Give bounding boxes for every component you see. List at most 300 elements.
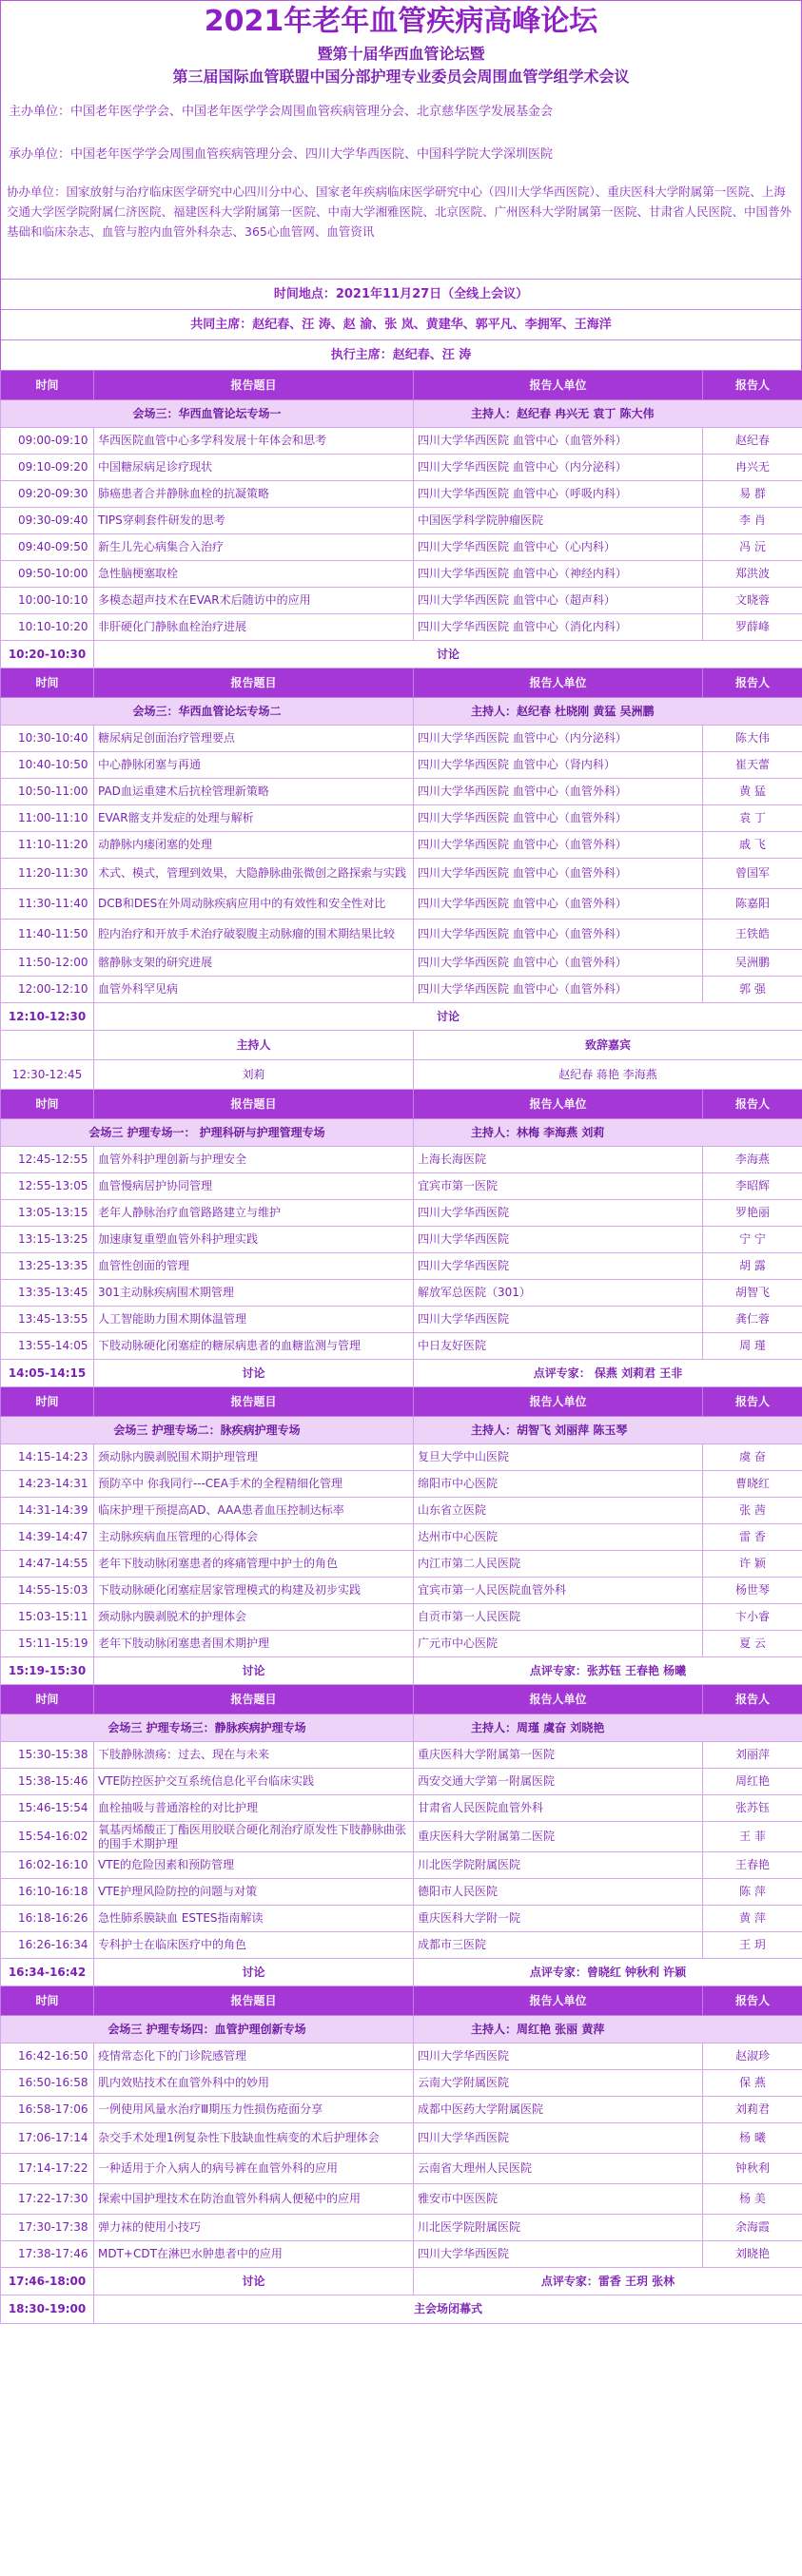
unit-cell: 成都中医药大学附属医院 bbox=[414, 2097, 703, 2123]
table-row bbox=[1, 1769, 802, 1795]
table-row bbox=[1, 1471, 802, 1498]
speaker-cell: 曾国军 bbox=[703, 859, 802, 889]
session-title: 会场三 护理专场二：脉疾病护理专场 bbox=[1, 1417, 414, 1444]
time-cell: 16:34-16:42 bbox=[1, 1959, 94, 1986]
speaker-cell: 曹晓红 bbox=[703, 1471, 802, 1498]
table-row bbox=[1, 1253, 802, 1280]
col-time-header: 时间 bbox=[1, 1090, 94, 1119]
time-cell: 16:18-16:26 bbox=[1, 1906, 94, 1932]
speaker-cell: 赵淑珍 bbox=[703, 2043, 802, 2070]
reviewers: 点评专家：雷香 王玥 张林 bbox=[414, 2268, 802, 2295]
unit-cell: 四川大学华西医院 bbox=[414, 1307, 703, 1333]
topic-cell: 急性肺系膜缺血 ESTES指南解读 bbox=[94, 1906, 414, 1932]
speaker-cell: 雷 香 bbox=[703, 1524, 802, 1551]
time-cell: 15:19-15:30 bbox=[1, 1657, 94, 1685]
col-topic-header: 报告题目 bbox=[94, 1387, 414, 1417]
reviewers: 点评专家：张苏钰 王春艳 杨曦 bbox=[414, 1657, 802, 1685]
unit-cell: 广元市中心医院 bbox=[414, 1631, 703, 1657]
table-row bbox=[1, 1932, 802, 1959]
topic-cell: 探索中国护理技术在防治血管外科病人便秘中的应用 bbox=[94, 2184, 414, 2215]
table-row bbox=[1, 779, 802, 805]
host-name: 刘莉 bbox=[94, 1060, 414, 1090]
time-cell: 17:38-17:46 bbox=[1, 2241, 94, 2268]
speaker-cell: 刘丽萍 bbox=[703, 1742, 802, 1769]
discussion-row bbox=[1, 1959, 802, 1986]
time-cell: 14:39-14:47 bbox=[1, 1524, 94, 1551]
table-row bbox=[1, 561, 802, 588]
column-header-row bbox=[1, 371, 802, 400]
speaker-cell: 郑洪波 bbox=[703, 561, 802, 588]
unit-cell: 四川大学华西医院 血管中心（超声科） bbox=[414, 588, 703, 614]
unit-cell: 重庆医科大学附一院 bbox=[414, 1906, 703, 1932]
speaker-cell: 陈嘉阳 bbox=[703, 889, 802, 920]
table-row bbox=[1, 455, 802, 481]
table-row bbox=[1, 1879, 802, 1906]
topic-cell: VTE的危险因素和预防管理 bbox=[94, 1852, 414, 1879]
col-unit-header: 报告人单位 bbox=[414, 1387, 703, 1417]
col-speaker-header: 报告人 bbox=[703, 1090, 802, 1119]
session-title: 会场三 护理专场四：血管护理创新专场 bbox=[1, 2016, 414, 2043]
topic-cell: 人工智能助力围术期体温管理 bbox=[94, 1307, 414, 1333]
guest-names: 赵纪春 蒋艳 李海燕 bbox=[414, 1060, 802, 1090]
subtitle-line-2: 第三届国际血管联盟中国分部护理专业委员会周围血管学组学术会议 bbox=[172, 68, 630, 86]
table-row bbox=[1, 2123, 802, 2154]
topic-cell: 预防卒中 你我同行---CEA手术的全程精细化管理 bbox=[94, 1471, 414, 1498]
session-header bbox=[1, 400, 802, 428]
time-cell: 17:06-17:14 bbox=[1, 2123, 94, 2154]
col-speaker-header: 报告人 bbox=[703, 668, 802, 698]
unit-cell: 云南省大理州人民医院 bbox=[414, 2154, 703, 2184]
unit-cell: 四川大学华西医院 血管中心（内分泌科） bbox=[414, 455, 703, 481]
time-cell: 13:15-13:25 bbox=[1, 1227, 94, 1253]
blank-cell bbox=[1, 1031, 94, 1060]
time-cell: 10:10-10:20 bbox=[1, 614, 94, 641]
speaker-cell: 王铁皓 bbox=[703, 920, 802, 950]
topic-cell: 下肢动脉硬化闭塞症的糖尿病患者的血糖监测与管理 bbox=[94, 1333, 414, 1360]
session-hosts: 主持人：周红艳 张丽 黄萍 bbox=[414, 2016, 802, 2043]
time-cell: 13:35-13:45 bbox=[1, 1280, 94, 1307]
unit-cell: 四川大学华西医院 血管中心（神经内科） bbox=[414, 561, 703, 588]
speaker-cell: 胡 露 bbox=[703, 1253, 802, 1280]
time-cell: 09:20-09:30 bbox=[1, 481, 94, 508]
time-cell: 10:40-10:50 bbox=[1, 752, 94, 779]
topic-cell: 急性脑梗塞取栓 bbox=[94, 561, 414, 588]
col-topic-header: 报告题目 bbox=[94, 1685, 414, 1714]
topic-cell: 术式、模式，管理到效果，大隐静脉曲张微创之路探索与实践 bbox=[94, 859, 414, 889]
session-hosts: 主持人：周瑾 虞奋 刘晓艳 bbox=[414, 1714, 802, 1742]
unit-cell: 重庆医科大学附属第二医院 bbox=[414, 1822, 703, 1852]
time-cell: 16:58-17:06 bbox=[1, 2097, 94, 2123]
speaker-cell: 余海霞 bbox=[703, 2215, 802, 2241]
speaker-cell: 王 玥 bbox=[703, 1932, 802, 1959]
table-row bbox=[1, 1742, 802, 1769]
speaker-cell: 李海燕 bbox=[703, 1147, 802, 1173]
col-speaker-header: 报告人 bbox=[703, 1685, 802, 1714]
session-header bbox=[1, 1714, 802, 1742]
session-title: 会场三 护理专场一： 护理科研与护理管理专场 bbox=[1, 1119, 414, 1147]
time-cell: 14:47-14:55 bbox=[1, 1551, 94, 1578]
topic-cell: 氧基丙烯酸正丁酯医用胶联合硬化剂治疗原发性下肢静脉曲张的围手术期护理 bbox=[94, 1822, 414, 1852]
topic-cell: 下肢静脉溃疡：过去、现在与未来 bbox=[94, 1742, 414, 1769]
unit-cell: 四川大学华西医院 血管中心（内分泌科） bbox=[414, 726, 703, 752]
speaker-cell: 许 颖 bbox=[703, 1551, 802, 1578]
topic-cell: 老年下肢动脉闭塞患者的疼痛管理中护士的角色 bbox=[94, 1551, 414, 1578]
speaker-cell: 易 群 bbox=[703, 481, 802, 508]
discussion-label: 讨论 bbox=[94, 2268, 414, 2295]
time-cell: 14:05-14:15 bbox=[1, 1360, 94, 1387]
speaker-cell: 赵纪春 bbox=[703, 428, 802, 455]
col-time-header: 时间 bbox=[1, 1387, 94, 1417]
speaker-cell: 张苏钰 bbox=[703, 1795, 802, 1822]
time-cell: 11:00-11:10 bbox=[1, 805, 94, 832]
topic-cell: PAD血运重建术后抗栓管理新策略 bbox=[94, 779, 414, 805]
unit-cell: 四川大学华西医院 bbox=[414, 1227, 703, 1253]
topic-cell: 腔内治疗和开放手术治疗破裂腹主动脉瘤的围术期结果比较 bbox=[94, 920, 414, 950]
table-row bbox=[1, 614, 802, 641]
table-row bbox=[1, 1822, 802, 1852]
speaker-cell: 杨 美 bbox=[703, 2184, 802, 2215]
discussion-row bbox=[1, 1360, 802, 1387]
col-speaker-header: 报告人 bbox=[703, 1986, 802, 2016]
table-row bbox=[1, 752, 802, 779]
topic-cell: 老年人静脉治疗血管路路建立与维护 bbox=[94, 1200, 414, 1227]
discussion-label: 讨论 bbox=[94, 641, 802, 668]
col-unit-header: 报告人单位 bbox=[414, 668, 703, 698]
time-cell: 10:50-11:00 bbox=[1, 779, 94, 805]
table-row bbox=[1, 920, 802, 950]
session-title: 会场三：华西血管论坛专场二 bbox=[1, 698, 414, 726]
speaker-cell: 王春艳 bbox=[703, 1852, 802, 1879]
time-cell: 18:30-19:00 bbox=[1, 2295, 94, 2324]
unit-cell: 四川大学华西医院 bbox=[414, 2043, 703, 2070]
speaker-cell: 杨世琴 bbox=[703, 1578, 802, 1604]
topic-cell: 颈动脉内膜剥脱围术期护理管理 bbox=[94, 1444, 414, 1471]
time-cell: 13:05-13:15 bbox=[1, 1200, 94, 1227]
column-header-row bbox=[1, 1986, 802, 2016]
unit-cell: 解放军总医院（301） bbox=[414, 1280, 703, 1307]
topic-cell: 主动脉疾病血压管理的心得体会 bbox=[94, 1524, 414, 1551]
time-cell: 12:00-12:10 bbox=[1, 977, 94, 1003]
time-cell: 17:22-17:30 bbox=[1, 2184, 94, 2215]
speaker-cell: 陈 萍 bbox=[703, 1879, 802, 1906]
time-cell: 17:30-17:38 bbox=[1, 2215, 94, 2241]
time-cell: 15:11-15:19 bbox=[1, 1631, 94, 1657]
table-row bbox=[1, 726, 802, 752]
discussion-row bbox=[1, 641, 802, 668]
table-row bbox=[1, 1906, 802, 1932]
co-organizer-units: 协办单位：国家放射与治疗临床医学研究中心四川分中心、国家老年疾病临床医学研究中心（四川大学华西医院）、重庆医科大学附属第一医院、上海交通大学医学院附属仁济医院、福建医科大学附属第一医院、中南大学湘雅医院、北京医院、广州医科大学附属第一医院、甘肃省人民医院、中国普外基础和临床杂志、血管与腔内血管外科杂志、365心血管网、血管资讯 bbox=[7, 184, 792, 239]
table-row bbox=[1, 1173, 802, 1200]
time-cell: 16:10-16:18 bbox=[1, 1879, 94, 1906]
agenda-header bbox=[0, 0, 802, 370]
unit-cell: 山东省立医院 bbox=[414, 1498, 703, 1524]
co-chairs: 共同主席：赵纪春、汪 涛、赵 渝、张 岚、黄建华、郭平凡、李拥军、王海洋 bbox=[1, 309, 801, 339]
table-row bbox=[1, 1795, 802, 1822]
topic-cell: 糖尿病足创面治疗管理要点 bbox=[94, 726, 414, 752]
speaker-cell: 陈大伟 bbox=[703, 726, 802, 752]
executive-chairs: 执行主席：赵纪春、汪 涛 bbox=[1, 339, 801, 370]
table-row bbox=[1, 534, 802, 561]
unit-cell: 内江市第二人民医院 bbox=[414, 1551, 703, 1578]
unit-cell: 宜宾市第一人民医院血管外科 bbox=[414, 1578, 703, 1604]
time-cell: 16:02-16:10 bbox=[1, 1852, 94, 1879]
topic-cell: 新生儿先心病集合入治疗 bbox=[94, 534, 414, 561]
col-speaker-header: 报告人 bbox=[703, 1387, 802, 1417]
time-cell: 15:54-16:02 bbox=[1, 1822, 94, 1852]
table-row bbox=[1, 2184, 802, 2215]
table-row bbox=[1, 481, 802, 508]
time-cell: 13:45-13:55 bbox=[1, 1307, 94, 1333]
time-cell: 11:10-11:20 bbox=[1, 832, 94, 859]
topic-cell: 专科护士在临床医疗中的角色 bbox=[94, 1932, 414, 1959]
time-cell: 16:50-16:58 bbox=[1, 2070, 94, 2097]
agenda-table bbox=[0, 370, 802, 2324]
time-cell: 14:15-14:23 bbox=[1, 1444, 94, 1471]
unit-cell: 四川大学华西医院 血管中心（消化内科） bbox=[414, 614, 703, 641]
unit-cell: 四川大学华西医院 血管中心（血管外科） bbox=[414, 920, 703, 950]
topic-cell: 一例使用风量水治疗Ⅲ期压力性损伤疮面分享 bbox=[94, 2097, 414, 2123]
topic-cell: 中心静脉闭塞与再通 bbox=[94, 752, 414, 779]
closing-row bbox=[1, 2295, 802, 2324]
unit-cell: 云南大学附属医院 bbox=[414, 2070, 703, 2097]
table-row bbox=[1, 2241, 802, 2268]
unit-cell: 成都市三医院 bbox=[414, 1932, 703, 1959]
topic-cell: 华西医院血管中心多学科发展十年体会和思考 bbox=[94, 428, 414, 455]
speaker-cell: 刘莉君 bbox=[703, 2097, 802, 2123]
column-header-row bbox=[1, 668, 802, 698]
topic-cell: 301主动脉疾病围术期管理 bbox=[94, 1280, 414, 1307]
speaker-cell: 吴洲鹏 bbox=[703, 950, 802, 977]
unit-cell: 绵阳市中心医院 bbox=[414, 1471, 703, 1498]
time-location: 时间地点：2021年11月27日（全线上会议） bbox=[1, 279, 801, 309]
time-cell: 11:40-11:50 bbox=[1, 920, 94, 950]
col-unit-header: 报告人单位 bbox=[414, 1685, 703, 1714]
topic-cell: 多模态超声技术在EVAR术后随访中的应用 bbox=[94, 588, 414, 614]
col-topic-header: 报告题目 bbox=[94, 371, 414, 400]
topic-cell: 肌内效贴技术在血管外科中的妙用 bbox=[94, 2070, 414, 2097]
speaker-cell: 李昭辉 bbox=[703, 1173, 802, 1200]
unit-cell: 川北医学院附属医院 bbox=[414, 2215, 703, 2241]
speaker-cell: 冯 沅 bbox=[703, 534, 802, 561]
col-unit-header: 报告人单位 bbox=[414, 371, 703, 400]
topic-cell: 杂交手术处理1例复杂性下肢缺血性病变的术后护理体会 bbox=[94, 2123, 414, 2154]
unit-cell: 四川大学华西医院 血管中心（血管外科） bbox=[414, 805, 703, 832]
table-row bbox=[1, 1524, 802, 1551]
opening-header-row bbox=[1, 1031, 802, 1060]
table-row bbox=[1, 428, 802, 455]
unit-cell: 四川大学华西医院 血管中心（血管外科） bbox=[414, 859, 703, 889]
table-row bbox=[1, 977, 802, 1003]
speaker-cell: 夏 云 bbox=[703, 1631, 802, 1657]
time-cell: 15:30-15:38 bbox=[1, 1742, 94, 1769]
time-cell: 09:40-09:50 bbox=[1, 534, 94, 561]
time-cell: 11:20-11:30 bbox=[1, 859, 94, 889]
col-topic-header: 报告题目 bbox=[94, 1090, 414, 1119]
topic-cell: 非肝硬化门静脉血栓治疗进展 bbox=[94, 614, 414, 641]
time-cell: 12:10-12:30 bbox=[1, 1003, 94, 1031]
unit-cell: 德阳市人民医院 bbox=[414, 1879, 703, 1906]
time-cell: 15:03-15:11 bbox=[1, 1604, 94, 1631]
time-cell: 12:55-13:05 bbox=[1, 1173, 94, 1200]
speaker-cell: 张 茜 bbox=[703, 1498, 802, 1524]
topic-cell: EVAR髂支并发症的处理与解析 bbox=[94, 805, 414, 832]
topic-cell: 血栓抽吸与普通溶栓的对比护理 bbox=[94, 1795, 414, 1822]
speaker-cell: 刘晓艳 bbox=[703, 2241, 802, 2268]
topic-cell: 血管外科罕见病 bbox=[94, 977, 414, 1003]
table-row bbox=[1, 1280, 802, 1307]
table-row bbox=[1, 889, 802, 920]
speaker-cell: 杨 曦 bbox=[703, 2123, 802, 2154]
unit-cell: 达州市中心医院 bbox=[414, 1524, 703, 1551]
col-unit-header: 报告人单位 bbox=[414, 1986, 703, 2016]
speaker-cell: 郭 强 bbox=[703, 977, 802, 1003]
unit-cell: 宜宾市第一医院 bbox=[414, 1173, 703, 1200]
topic-cell: 动静脉内瘘闭塞的处理 bbox=[94, 832, 414, 859]
session-header bbox=[1, 1417, 802, 1444]
opening-row bbox=[1, 1060, 802, 1090]
topic-cell: 血管外科护理创新与护理安全 bbox=[94, 1147, 414, 1173]
time-cell: 10:30-10:40 bbox=[1, 726, 94, 752]
table-row bbox=[1, 1444, 802, 1471]
guest-header: 致辞嘉宾 bbox=[414, 1031, 802, 1060]
speaker-cell: 龚仁蓉 bbox=[703, 1307, 802, 1333]
topic-cell: 弹力袜的使用小技巧 bbox=[94, 2215, 414, 2241]
column-header-row bbox=[1, 1685, 802, 1714]
unit-cell: 自贡市第一人民医院 bbox=[414, 1604, 703, 1631]
unit-cell: 四川大学华西医院 血管中心（血管外科） bbox=[414, 889, 703, 920]
topic-cell: VTE防控医护交互系统信息化平台临床实践 bbox=[94, 1769, 414, 1795]
time-cell: 12:45-12:55 bbox=[1, 1147, 94, 1173]
table-row bbox=[1, 1147, 802, 1173]
topic-cell: 疫情常态化下的门诊院感管理 bbox=[94, 2043, 414, 2070]
col-unit-header: 报告人单位 bbox=[414, 1090, 703, 1119]
unit-cell: 甘肃省人民医院血管外科 bbox=[414, 1795, 703, 1822]
time-cell: 09:00-09:10 bbox=[1, 428, 94, 455]
session-hosts: 主持人：赵纪春 冉兴无 袁丁 陈大伟 bbox=[414, 400, 802, 428]
table-row bbox=[1, 1498, 802, 1524]
discussion-label: 讨论 bbox=[94, 1959, 414, 1986]
topic-cell: DCB和DES在外周动脉疾病应用中的有效性和安全性对比 bbox=[94, 889, 414, 920]
col-time-header: 时间 bbox=[1, 1685, 94, 1714]
reviewers: 点评专家：曾晓红 钟秋利 许颖 bbox=[414, 1959, 802, 1986]
session-title: 会场三 护理专场三：静脉疾病护理专场 bbox=[1, 1714, 414, 1742]
speaker-cell: 罗艳丽 bbox=[703, 1200, 802, 1227]
time-cell: 14:23-14:31 bbox=[1, 1471, 94, 1498]
unit-cell: 四川大学华西医院 血管中心（肾内科） bbox=[414, 752, 703, 779]
organizer-units: 承办单位：中国老年医学学会周围血管疾病管理分会、四川大学华西医院、中国科学院大学深圳医院 bbox=[9, 147, 554, 162]
host-units: 主办单位：中国老年医学学会、中国老年医学学会周围血管疾病管理分会、北京慈华医学发展基金会 bbox=[9, 105, 554, 119]
time-cell: 12:30-12:45 bbox=[1, 1060, 94, 1090]
topic-cell: 中国糖尿病足诊疗现状 bbox=[94, 455, 414, 481]
subtitle-line-1: 暨第十届华西血管论坛暨 bbox=[317, 45, 485, 63]
session-header bbox=[1, 698, 802, 726]
table-row bbox=[1, 588, 802, 614]
table-row bbox=[1, 2215, 802, 2241]
table-row bbox=[1, 1307, 802, 1333]
time-cell: 09:30-09:40 bbox=[1, 508, 94, 534]
unit-cell: 重庆医科大学附属第一医院 bbox=[414, 1742, 703, 1769]
topic-cell: 髂静脉支架的研究进展 bbox=[94, 950, 414, 977]
topic-cell: VTE护理风险防控的问题与对策 bbox=[94, 1879, 414, 1906]
unit-cell: 四川大学华西医院 血管中心（呼吸内科） bbox=[414, 481, 703, 508]
time-cell: 11:30-11:40 bbox=[1, 889, 94, 920]
speaker-cell: 冉兴无 bbox=[703, 455, 802, 481]
topic-cell: 老年下肢动脉闭塞患者围术期护理 bbox=[94, 1631, 414, 1657]
unit-cell: 四川大学华西医院 bbox=[414, 2241, 703, 2268]
unit-cell: 四川大学华西医院 血管中心（血管外科） bbox=[414, 950, 703, 977]
col-topic-header: 报告题目 bbox=[94, 1986, 414, 2016]
table-row bbox=[1, 805, 802, 832]
speaker-cell: 虞 奋 bbox=[703, 1444, 802, 1471]
col-topic-header: 报告题目 bbox=[94, 668, 414, 698]
table-row bbox=[1, 1333, 802, 1360]
session-title: 会场三：华西血管论坛专场一 bbox=[1, 400, 414, 428]
discussion-label: 讨论 bbox=[94, 1003, 802, 1031]
time-cell: 10:20-10:30 bbox=[1, 641, 94, 668]
table-row bbox=[1, 2070, 802, 2097]
topic-cell: 临床护理干预提高AD、AAA患者血压控制达标率 bbox=[94, 1498, 414, 1524]
speaker-cell: 钟秋利 bbox=[703, 2154, 802, 2184]
time-cell: 14:55-15:03 bbox=[1, 1578, 94, 1604]
time-cell: 15:46-15:54 bbox=[1, 1795, 94, 1822]
topic-cell: 一种适用于介入病人的病号裤在血管外科的应用 bbox=[94, 2154, 414, 2184]
unit-cell: 四川大学华西医院 bbox=[414, 1200, 703, 1227]
time-cell: 11:50-12:00 bbox=[1, 950, 94, 977]
table-row bbox=[1, 508, 802, 534]
speaker-cell: 保 燕 bbox=[703, 2070, 802, 2097]
time-cell: 14:31-14:39 bbox=[1, 1498, 94, 1524]
time-cell: 09:50-10:00 bbox=[1, 561, 94, 588]
unit-cell: 四川大学华西医院 血管中心（血管外科） bbox=[414, 779, 703, 805]
table-row bbox=[1, 950, 802, 977]
closing-label: 主会场闭幕式 bbox=[94, 2295, 802, 2324]
time-cell: 10:00-10:10 bbox=[1, 588, 94, 614]
time-cell: 16:42-16:50 bbox=[1, 2043, 94, 2070]
time-cell: 13:55-14:05 bbox=[1, 1333, 94, 1360]
speaker-cell: 王 菲 bbox=[703, 1822, 802, 1852]
speaker-cell: 周红艳 bbox=[703, 1769, 802, 1795]
unit-cell: 川北医学院附属医院 bbox=[414, 1852, 703, 1879]
speaker-cell: 周 瑾 bbox=[703, 1333, 802, 1360]
table-row bbox=[1, 859, 802, 889]
unit-cell: 复旦大学中山医院 bbox=[414, 1444, 703, 1471]
speaker-cell: 黄 猛 bbox=[703, 779, 802, 805]
speaker-cell: 崔天蕾 bbox=[703, 752, 802, 779]
speaker-cell: 宁 宁 bbox=[703, 1227, 802, 1253]
col-speaker-header: 报告人 bbox=[703, 371, 802, 400]
unit-cell: 雅安市中医医院 bbox=[414, 2184, 703, 2215]
unit-cell: 四川大学华西医院 bbox=[414, 2123, 703, 2154]
session-hosts: 主持人：胡智飞 刘丽萍 陈玉琴 bbox=[414, 1417, 802, 1444]
session-header bbox=[1, 1119, 802, 1147]
topic-cell: 肺癌患者合并静脉血栓的抗凝策略 bbox=[94, 481, 414, 508]
col-time-header: 时间 bbox=[1, 668, 94, 698]
topic-cell: TIPS穿刺套件研发的思考 bbox=[94, 508, 414, 534]
table-row bbox=[1, 1631, 802, 1657]
unit-cell: 中日友好医院 bbox=[414, 1333, 703, 1360]
time-cell: 17:14-17:22 bbox=[1, 2154, 94, 2184]
unit-cell: 四川大学华西医院 血管中心（血管外科） bbox=[414, 977, 703, 1003]
topic-cell: 下肢动脉硬化闭塞症居家管理模式的构建及初步实践 bbox=[94, 1578, 414, 1604]
table-row bbox=[1, 1578, 802, 1604]
session-hosts: 主持人：林梅 李海燕 刘莉 bbox=[414, 1119, 802, 1147]
time-cell: 17:46-18:00 bbox=[1, 2268, 94, 2295]
topic-cell: 颈动脉内膜剥脱术的护理体会 bbox=[94, 1604, 414, 1631]
time-cell: 15:38-15:46 bbox=[1, 1769, 94, 1795]
unit-cell: 四川大学华西医院 血管中心（血管外科） bbox=[414, 832, 703, 859]
unit-cell: 四川大学华西医院 bbox=[414, 1253, 703, 1280]
col-time-header: 时间 bbox=[1, 1986, 94, 2016]
